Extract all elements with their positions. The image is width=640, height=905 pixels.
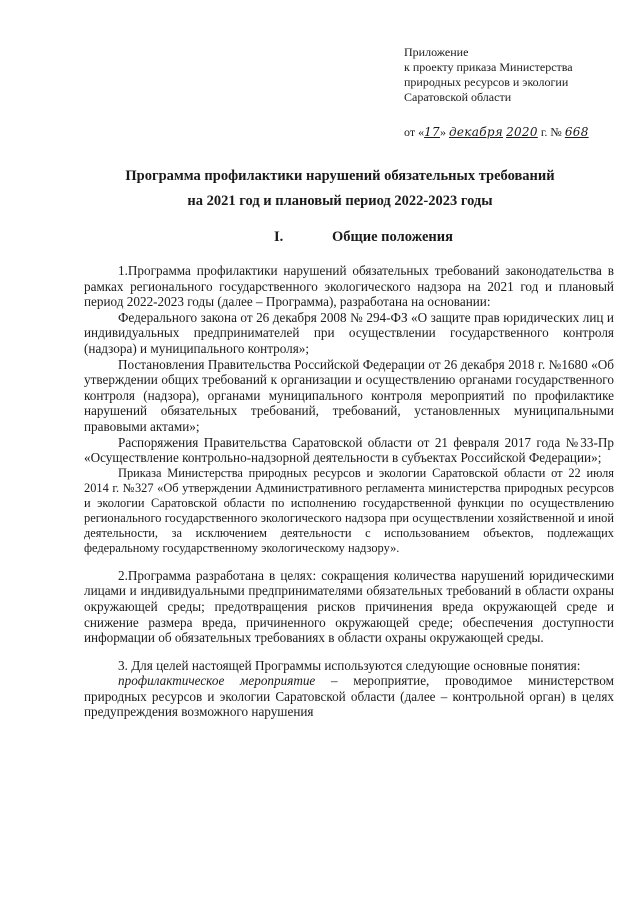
paragraph-government-resolution: Постановления Правительства Российской Федерации от 26 декабря 2018 г. №1680 «Об утверждении общих требований к организации и осуществлению органами государственного контроля (надзора), органами муниципального контроля мероприятий по профилактике нарушений обязательных требований, требований, установленных муниципальными правовыми актами»;: [84, 356, 614, 434]
definition-text: – мероприятие, проводимое министерством природных ресурсов и экологии Саратовской области (далее – контрольной орган) в целях предупреждения возможного нарушения: [84, 673, 614, 720]
title-line-1: Программа профилактики нарушений обязательных требований: [125, 168, 555, 184]
annex-line-1: Приложение: [404, 45, 469, 59]
annex-date-line: [404, 125, 629, 140]
defined-term: профилактическое мероприятие: [118, 673, 316, 689]
paragraph-regional-order: Распоряжения Правительства Саратовской области от 21 февраля 2017 года №33-Пр «Осуществление контрольно-надзорной деятельности в субъектах Российской Федерации»;: [84, 434, 614, 466]
paragraph-federal-law: Федерального закона от 26 декабря 2008 № 294-ФЗ «О защите прав юридических лиц и индивидуальных предпринимателей при осуществлении государственного контроля (надзора) и муниципального контроля»;: [84, 309, 614, 356]
order-number: 668: [564, 125, 589, 139]
date-suffix: г. №: [537, 125, 565, 139]
paragraph-2: 2.Программа разработана в целях: сокращения количества нарушений юридическими лицами и индивидуальными предпринимателями обязательных требований в области охраны окружающей среды; предотвращения рисков причинения вреда окружающей среде и снижение размера вреда, причиненного окружающей среде; обеспечения доступности информации об обязательных требованиях в области охраны окружающей среды.: [84, 567, 614, 646]
section-number: I.: [274, 229, 284, 245]
paragraph-definition: [84, 673, 614, 720]
date-mid: »: [439, 125, 449, 139]
title-line-2: на 2021 год и плановый период 2022-2023 годы: [187, 193, 493, 209]
date-month: декабря: [448, 125, 504, 139]
annex-line-2: к проекту приказа Министерства: [404, 60, 573, 74]
document-title: [60, 164, 620, 214]
paragraph-ministry-order: Приказа Министерства природных ресурсов и экологии Саратовской области от 22 июля 2014 г. №327 «Об утверждении Административного регламента министерства природных ресурсов и экологии Саратовской области по исполнению государственной функции по осуществлению регионального государственного экологического надзора при осуществлении хозяйственной и иной деятельности, за исключением деятельности с использованием объектов, подлежащих федеральному государственному экологическому надзору».: [84, 465, 614, 555]
annex-note: [404, 45, 629, 105]
date-prefix: от «: [404, 125, 425, 139]
document-body: [84, 263, 614, 720]
paragraph-3: 3. Для целей настоящей Программы используются следующие основные понятия:: [118, 657, 581, 673]
annex-line-4: Саратовской области: [404, 90, 512, 104]
date-day: 17: [424, 125, 440, 139]
annex-line-3: природных ресурсов и экологии: [404, 75, 569, 89]
date-year: 2020: [506, 125, 538, 139]
paragraph-1: 1.Программа профилактики нарушений обязательных требований законодательства в рамках регионального государственного экологического надзора на 2021 год и плановый период 2022-2023 годы (далее – Программа), разработана на основании:: [84, 263, 614, 310]
section-name: Общие положения: [332, 229, 453, 245]
